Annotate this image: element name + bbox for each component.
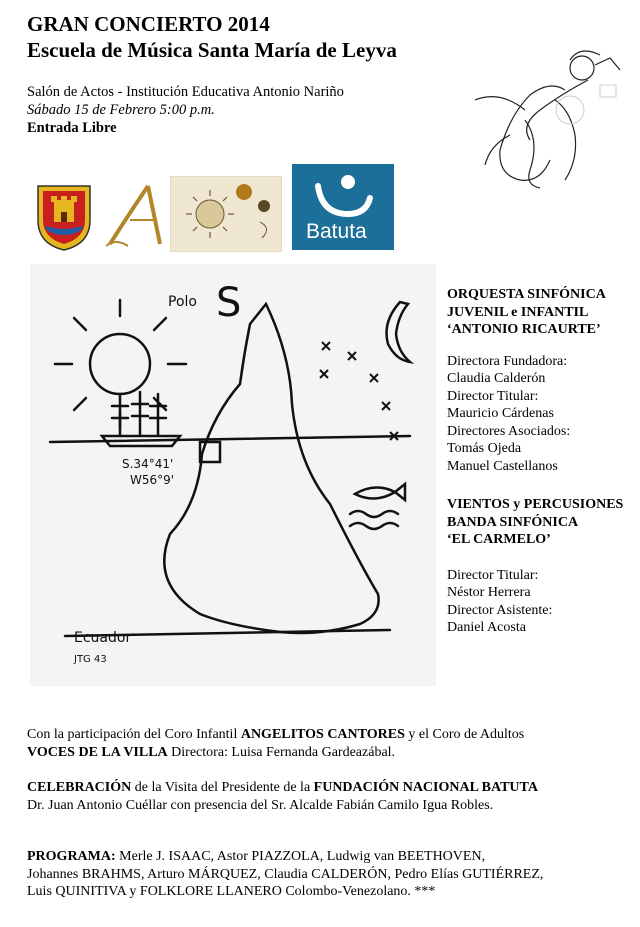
program-paragraph: [27, 848, 627, 901]
participation-paragraph: [27, 726, 627, 761]
winds-line: Daniel Acosta: [447, 620, 526, 635]
escuela-a-logo: [100, 180, 170, 252]
map-coordinate-2: W56°9': [130, 473, 175, 487]
orchestra-credits: [447, 286, 637, 475]
orchestra-heading-1: ORQUESTA SINFÓNICA: [447, 287, 606, 302]
batuta-logo: [292, 164, 394, 250]
winds-heading-3: ‘EL CARMELO’: [447, 532, 551, 547]
celebration-text: de la Visita del Presidente de la: [131, 780, 314, 795]
choir-director-text: Directora: Luisa Fernanda Gardeazábal.: [167, 744, 396, 760]
celebration-paragraph: [27, 779, 627, 814]
map-ecuador-label: Ecuador: [74, 630, 132, 646]
winds-heading-2: BANDA SINFÓNICA: [447, 514, 579, 530]
program-line-3: Luis QUINITIVA y FOLKLORE LLANERO Colombo-Venezolano. ***: [27, 884, 436, 899]
batuta-figure-icon: [312, 170, 374, 220]
orchestra-line: Claudia Calderón: [447, 371, 546, 386]
celebration-label: CELEBRACIÓN: [27, 780, 132, 795]
entry-text: Entrada Libre: [27, 120, 117, 136]
date-text: Sábado 15 de Febrero 5:00 p.m.: [27, 102, 215, 118]
program-line-1: Merle J. ISAAC, Astor PIAZZOLA, Ludwig van BEETHOVEN,: [115, 849, 486, 864]
concert-title: GRAN CONCIERTO 2014: [27, 12, 270, 36]
venue-text: Salón de Actos - Institución Educativa Antonio Nariño: [27, 84, 344, 100]
winds-heading-1: VIENTOS y PERCUSIONES: [447, 497, 624, 512]
orchestra-line: Tomás Ojeda: [447, 441, 522, 456]
inverted-map-drawing: [30, 264, 436, 686]
orchestra-line: Mauricio Cárdenas: [447, 406, 554, 421]
celebration-guests: Dr. Juan Antonio Cuéllar con presencia del Sr. Alcalde Fabián Camilo Igua Robles.: [27, 797, 494, 813]
violinist-sketch-image: [470, 40, 630, 190]
sun-moon-drawing-image: [170, 176, 282, 252]
program-line-2: Johannes BRAHMS, Arturo MÁRQUEZ, Claudia CALDERÓN, Pedro Elías GUTIÉRREZ,: [27, 866, 544, 882]
orchestra-heading-3: ‘ANTONIO RICAURTE’: [447, 322, 601, 337]
batuta-logo-text: Batuta: [306, 220, 367, 243]
winds-credits: [447, 496, 637, 637]
participation-text: Con la participación del Coro Infantil: [27, 727, 241, 742]
orchestra-line: Director Titular:: [447, 388, 539, 404]
orchestra-heading-2: JUVENIL e INFANTIL: [447, 304, 589, 320]
winds-line: Director Titular:: [447, 567, 539, 583]
winds-line: Néstor Herrera: [447, 585, 531, 600]
choir-children-name: ANGELITOS CANTORES: [240, 727, 405, 742]
school-name: Escuela de Música Santa María de Leyva: [27, 38, 397, 62]
orchestra-line: Directora Fundadora:: [447, 353, 568, 369]
map-polo-label: Polo: [168, 294, 197, 310]
map-coordinate-1: S.34°41': [122, 457, 174, 471]
orchestra-line: Manuel Castellanos: [447, 458, 558, 474]
map-big-s-label: S: [216, 280, 242, 326]
foundation-name: FUNDACIÓN NACIONAL BATUTA: [313, 780, 538, 795]
orchestra-line: Directores Asociados:: [447, 423, 571, 439]
map-signature: JTG 43: [74, 654, 107, 665]
participation-text-end: y el Coro de Adultos: [404, 727, 525, 742]
event-info: [27, 83, 344, 137]
municipal-shield-logo: [34, 180, 94, 252]
choir-adults-name: VOCES DE LA VILLA: [27, 744, 168, 760]
program-label: PROGRAMA:: [27, 849, 116, 864]
winds-line: Director Asistente:: [447, 602, 553, 618]
